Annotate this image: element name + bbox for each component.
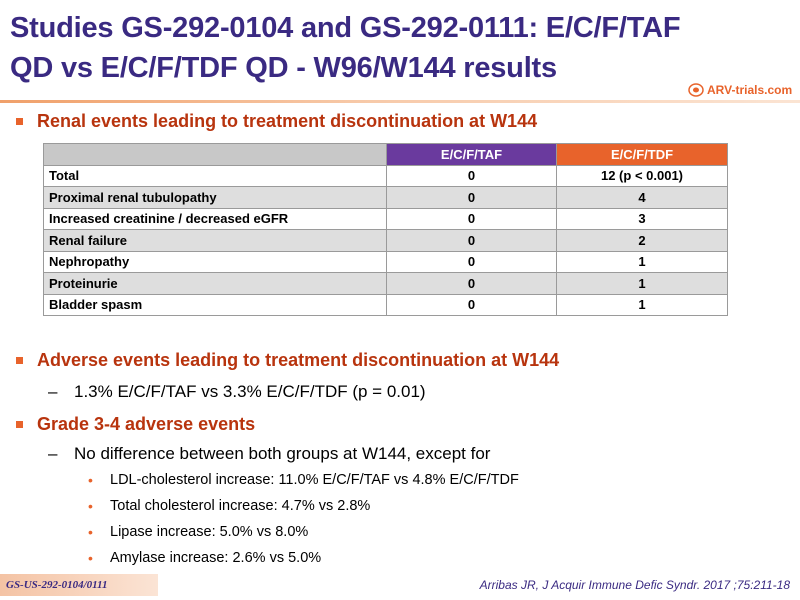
table-row [44,273,728,295]
row-taf-value: 0 [387,273,557,295]
title-divider [0,100,800,103]
row-tdf-value: 2 [557,230,728,252]
dash-bullet-icon: – [48,444,58,463]
renal-events-table [43,143,728,316]
table-row [44,165,728,187]
section-grade34-heading: Grade 3-4 adverse events [37,414,256,434]
row-label: Bladder spasm [44,294,387,316]
adverse-discontinuation-text: 1.3% E/C/F/TAF vs 3.3% E/C/F/TDF (p = 0.01) [74,382,426,401]
square-bullet-icon [16,421,23,428]
list-item-text: Lipase increase: 5.0% vs 8.0% [110,524,309,540]
row-taf-value: 0 [387,230,557,252]
title-line-1: Studies GS-292-0104 and GS-292-0111: E/C/F/TAF [10,12,681,44]
row-tdf-value: 3 [557,208,728,230]
row-taf-value: 0 [387,187,557,209]
list-item-text: Amylase increase: 2.6% vs 5.0% [110,550,322,566]
table-row [44,230,728,252]
dash-bullet-icon: – [48,382,58,401]
dot-bullet-icon: • [88,524,93,540]
citation: Arribas JR, J Acquir Immune Defic Syndr. 2017 ;75:211-18 [479,578,790,592]
row-taf-value: 0 [387,165,557,187]
section-grade34 [16,414,255,435]
row-taf-value: 0 [387,294,557,316]
square-bullet-icon [16,357,23,364]
dot-bullet-icon: • [88,498,93,514]
row-label: Proteinurie [44,273,387,295]
row-tdf-value: 1 [557,273,728,295]
row-tdf-value: 12 (p < 0.001) [557,165,728,187]
table-row [44,294,728,316]
logo-text: ARV-trials.com [707,83,793,97]
table-header-tdf: E/C/F/TDF [557,144,728,166]
section-adverse-discontinuation [16,350,559,371]
list-item-text: LDL-cholesterol increase: 11.0% E/C/F/TAF vs 4.8% E/C/F/TDF [110,472,519,488]
list-item [88,472,519,488]
table-header-taf: E/C/F/TAF [387,144,557,166]
slide-title [10,8,790,88]
table-row [44,208,728,230]
section-adverse-heading: Adverse events leading to treatment discontinuation at W144 [37,350,560,370]
row-taf-value: 0 [387,208,557,230]
arv-trials-logo [688,80,792,100]
row-label: Renal failure [44,230,387,252]
grade34-detail [48,444,490,464]
row-label: Increased creatinine / decreased eGFR [44,208,387,230]
title-line-2: QD vs E/C/F/TDF QD - W96/W144 results [10,52,557,84]
row-label: Proximal renal tubulopathy [44,187,387,209]
adverse-discontinuation-detail [48,382,426,402]
list-item [88,498,370,514]
grade34-text: No difference between both groups at W144, except for [74,444,491,463]
row-taf-value: 0 [387,251,557,273]
list-item [88,550,321,566]
row-tdf-value: 4 [557,187,728,209]
table-row [44,187,728,209]
row-label: Total [44,165,387,187]
section-renal [16,111,537,132]
table-row [44,251,728,273]
list-item-text: Total cholesterol increase: 4.7% vs 2.8% [110,498,371,514]
square-bullet-icon [16,118,23,125]
table-header-blank [44,144,387,166]
logo-mark-icon [688,83,704,97]
dot-bullet-icon: • [88,550,93,566]
section-renal-heading: Renal events leading to treatment discontinuation at W144 [37,111,538,131]
list-item [88,524,308,540]
row-label: Nephropathy [44,251,387,273]
study-id-tag: GS-US-292-0104/0111 [0,574,158,596]
dot-bullet-icon: • [88,472,93,488]
row-tdf-value: 1 [557,294,728,316]
row-tdf-value: 1 [557,251,728,273]
